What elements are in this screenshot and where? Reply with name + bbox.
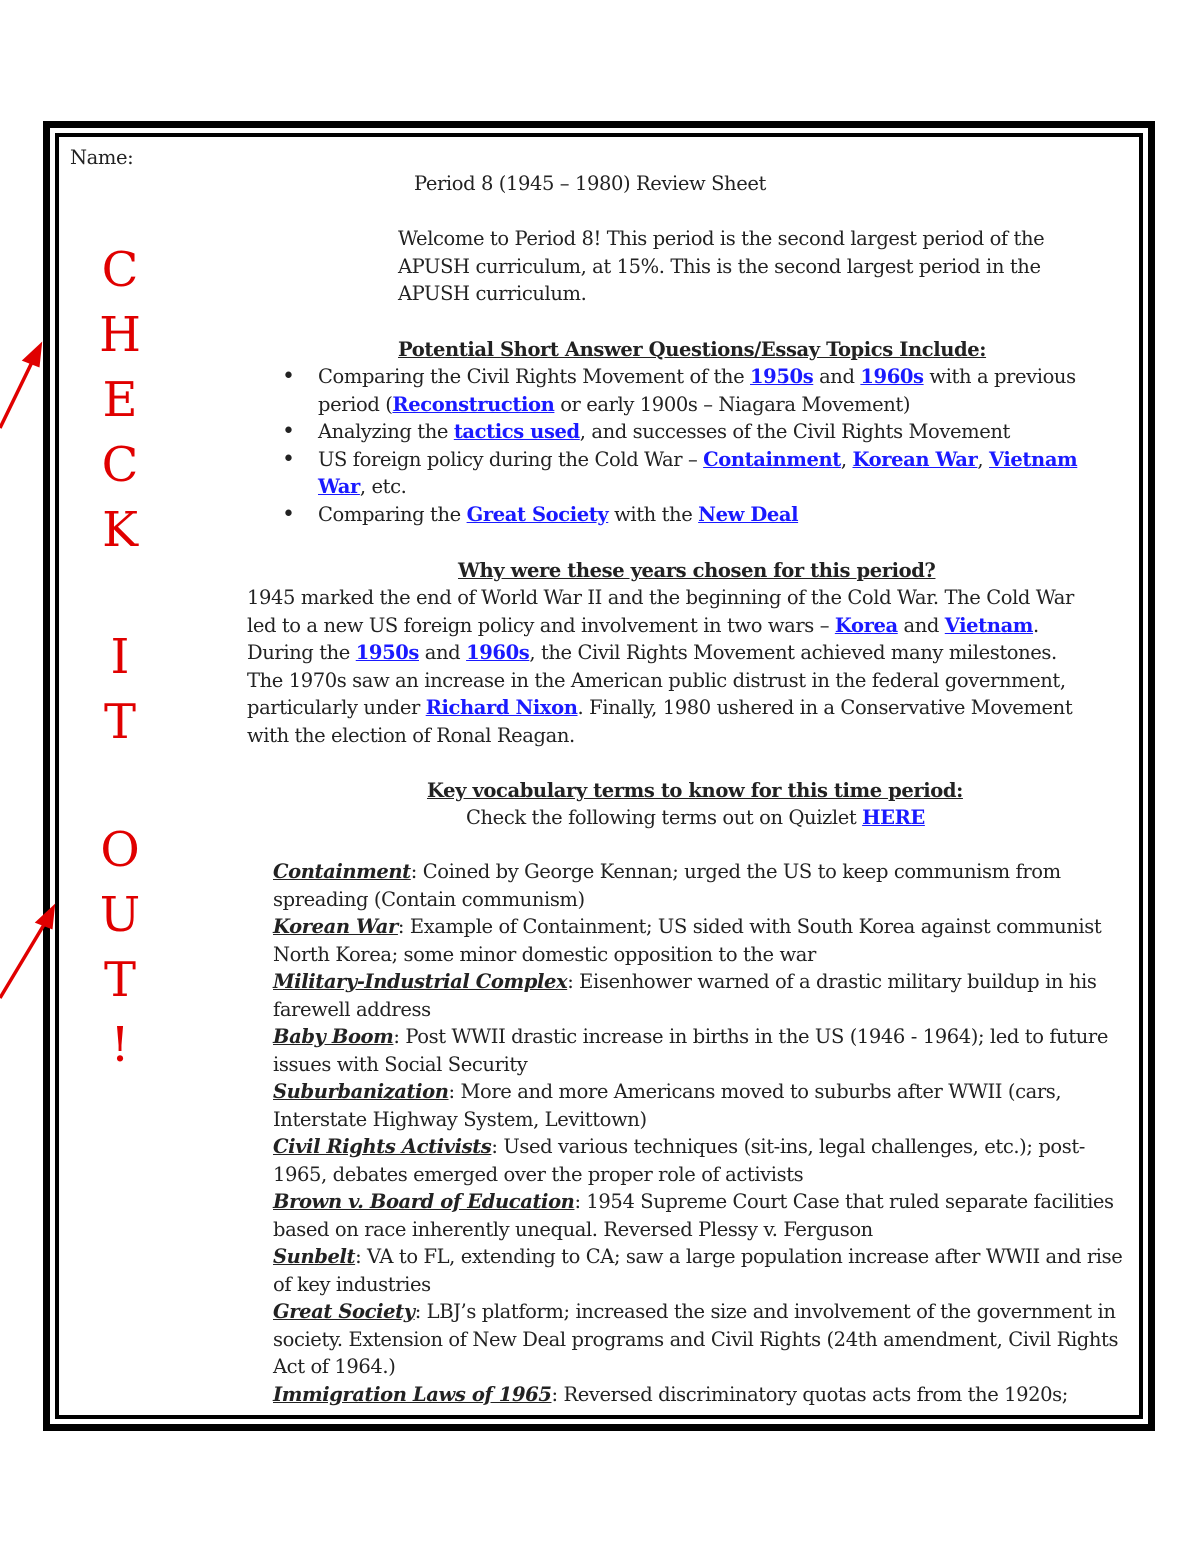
list-item: • US foreign policy during the Cold War – Containment, Korean War, Vietnam War, etc. (282, 446, 1122, 501)
link-1960s-why[interactable]: 1960s (466, 641, 530, 664)
intro-line-3: APUSH curriculum. (398, 282, 587, 305)
why-line-3: During the 1950s and 1960s, the Civil Rights Movement achieved many milestones. (247, 641, 1057, 664)
intro-line-1: Welcome to Period 8! This period is the second largest period of the (398, 227, 1045, 250)
link-korea[interactable]: Korea (834, 614, 898, 637)
link-korean-war[interactable]: Korean War (852, 447, 978, 471)
list-item: Baby Boom: Post WWII drastic increase in births in the US (1946 - 1964); led to future issues with Social Security (273, 1025, 1108, 1076)
banner-letter: O (100, 822, 140, 878)
banner-letter: H (99, 307, 141, 363)
list-item: Civil Rights Activists: Used various techniques (sit-ins, legal challenges, etc.); post-1965, debates emerged over the proper role of activists (273, 1135, 1085, 1186)
banner-letter: ! (110, 1017, 130, 1073)
banner-letter: T (103, 694, 136, 750)
banner-letter: T (103, 952, 136, 1008)
list-item: Sunbelt: VA to FL, extending to CA; saw a large population increase after WWII and rise of key industries (273, 1245, 1123, 1296)
upper-arrow-head (25, 346, 40, 365)
intro-line-2: APUSH curriculum, at 15%. This is the second largest period in the (398, 255, 1041, 278)
banner-letter: K (102, 502, 138, 558)
list-item: Military-Industrial Complex: Eisenhower warned of a drastic military buildup in his farewell address (273, 970, 1097, 1021)
why-line-6: with the election of Ronal Reagan. (247, 724, 575, 747)
link-great-society[interactable]: Great Society (466, 502, 609, 526)
list-item: Containment: Coined by George Kennan; urged the US to keep communism from spreading (Contain communism) (273, 860, 1061, 911)
why-line-5: particularly under Richard Nixon. Finally, 1980 ushered in a Conservative Movement (247, 696, 1073, 719)
vocab-list (273, 858, 1133, 1408)
link-1960s[interactable]: 1960s (860, 365, 924, 388)
link-vietnam[interactable]: Vietnam (944, 614, 1034, 637)
quizlet-line: Check the following terms out on Quizlet HERE (466, 806, 925, 829)
banner-letter: C (101, 437, 139, 493)
link-richard-nixon[interactable]: Richard Nixon (425, 696, 578, 719)
name-label: Name: (70, 146, 134, 169)
page-title: Period 8 (1945 – 1980) Review Sheet (414, 172, 766, 195)
link-vietnam-war[interactable]: Vietnam War (318, 447, 1078, 498)
link-containment[interactable]: Containment (703, 447, 841, 471)
link-quizlet-here[interactable]: HERE (862, 806, 925, 829)
why-line-4: The 1970s saw an increase in the American public distrust in the federal government, (247, 669, 1066, 692)
upper-arrow-line (0, 356, 35, 428)
link-reconstruction[interactable]: Reconstruction (392, 392, 555, 416)
banner-letter: U (99, 887, 141, 943)
list-item: Immigration Laws of 1965: Reversed discriminatory quotas acts from the 1920s; (273, 1382, 1068, 1406)
list-item: • Comparing the Civil Rights Movement of the 1950s and 1960s with a previous period (Reconstruction or early 1900s – Niagara Movement) (282, 363, 1122, 418)
lower-arrow-line (0, 918, 48, 998)
list-item: • Analyzing the tactics used, and successes of the Civil Rights Movement (282, 418, 1122, 446)
list-item: • Comparing the Great Society with the New Deal (282, 501, 1122, 529)
topics-heading: Potential Short Answer Questions/Essay Topics Include: (398, 338, 987, 361)
why-line-1: 1945 marked the end of World War II and the beginning of the Cold War. The Cold War (247, 586, 1074, 609)
why-heading: Why were these years chosen for this period? (458, 559, 936, 582)
list-item: Great Society: LBJ’s platform; increased the size and involvement of the government in society. Extension of New Deal programs and Civil Rights (24th amendment, Civil Rights Act of 1964.) (273, 1300, 1119, 1378)
link-1950s[interactable]: 1950s (750, 365, 814, 388)
banner-letter: C (101, 242, 139, 298)
vocab-heading: Key vocabulary terms to know for this time period: (427, 779, 963, 802)
topics-list (282, 363, 1122, 528)
banner-letter: I (110, 629, 130, 685)
link-1950s-why[interactable]: 1950s (355, 641, 419, 664)
list-item: Brown v. Board of Education: 1954 Supreme Court Case that ruled separate facilities based on race inherently unequal. Reversed Plessy v. Ferguson (273, 1190, 1114, 1241)
list-item: Suburbanization: More and more Americans moved to suburbs after WWII (cars, Interstate Highway System, Levittown) (273, 1080, 1062, 1131)
banner-letter: E (102, 372, 138, 428)
list-item: Korean War: Example of Containment; US sided with South Korea against communist North Korea; some minor domestic opposition to the war (273, 915, 1102, 966)
link-new-deal[interactable]: New Deal (698, 502, 799, 526)
link-tactics-used[interactable]: tactics used (453, 420, 580, 443)
why-line-2: led to a new US foreign policy and involvement in two wars – Korea and Vietnam. (247, 614, 1039, 637)
lower-arrow-head (38, 908, 53, 927)
